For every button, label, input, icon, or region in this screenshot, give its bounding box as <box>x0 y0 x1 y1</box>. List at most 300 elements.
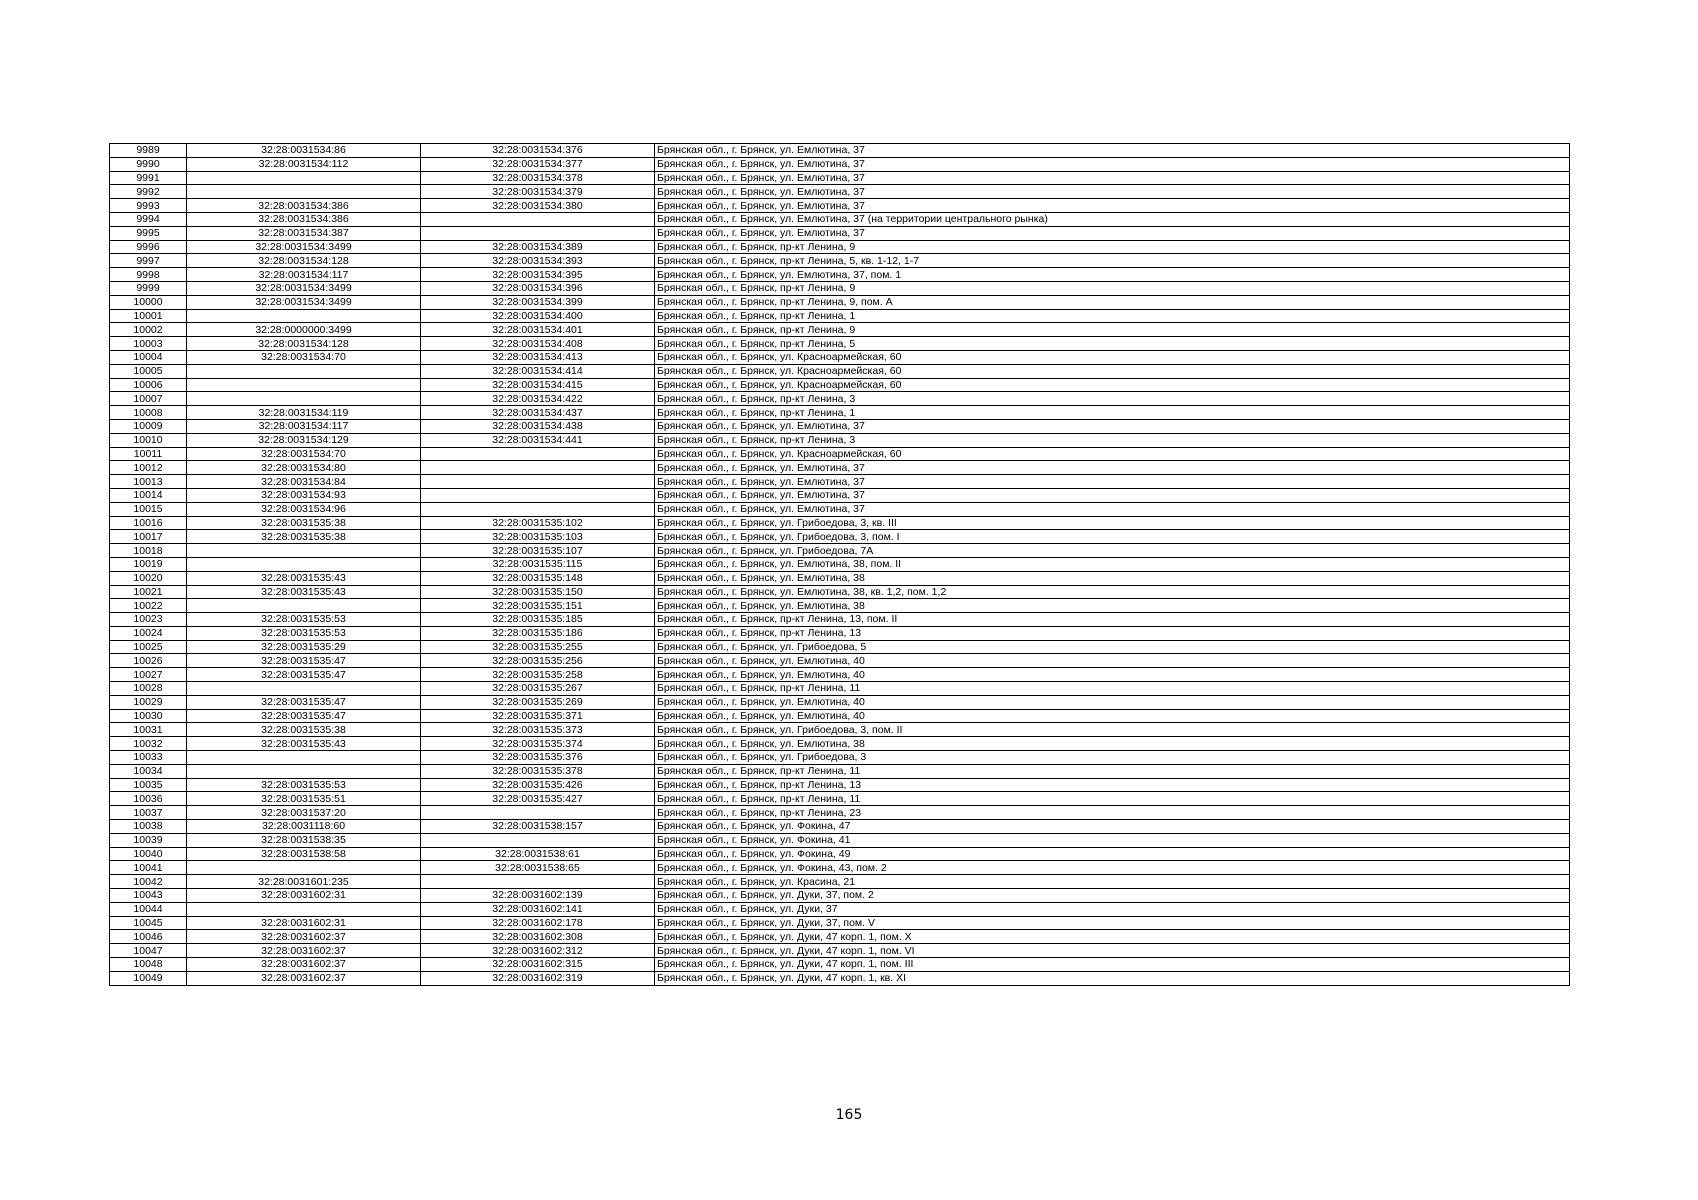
cadastral-number-object-cell: 32:28:0031602:139 <box>421 889 655 903</box>
cadastral-number-object-cell: 32:28:0031535:376 <box>421 751 655 765</box>
cadastral-number-parent-cell <box>187 682 421 696</box>
address-cell: Брянская обл., г. Брянск, ул. Емлютина, 37 <box>655 461 1570 475</box>
address-cell: Брянская обл., г. Брянск, ул. Емлютина, 38 <box>655 571 1570 585</box>
cadastral-number-object-cell: 32:28:0031534:379 <box>421 185 655 199</box>
row-number-cell: 10017 <box>110 530 187 544</box>
cadastral-number-parent-cell: 32:28:0031535:38 <box>187 530 421 544</box>
cadastral-number-object-cell: 32:28:0031535:151 <box>421 599 655 613</box>
cadastral-number-parent-cell: 32:28:0031535:43 <box>187 585 421 599</box>
cadastral-number-object-cell: 32:28:0031535:107 <box>421 544 655 558</box>
cadastral-number-parent-cell: 32:28:0031537:20 <box>187 806 421 820</box>
row-number-cell: 10037 <box>110 806 187 820</box>
address-cell: Брянская обл., г. Брянск, ул. Емлютина, 37 <box>655 185 1570 199</box>
cadastral-number-object-cell: 32:28:0031534:377 <box>421 157 655 171</box>
table-row <box>110 378 1570 392</box>
row-number-cell: 10045 <box>110 916 187 930</box>
cadastral-number-object-cell <box>421 833 655 847</box>
cadastral-number-parent-cell <box>187 171 421 185</box>
address-cell: Брянская обл., г. Брянск, ул. Емлютина, 38, пом. II <box>655 557 1570 571</box>
cadastral-number-object-cell: 32:28:0031535:255 <box>421 640 655 654</box>
cadastral-number-parent-cell <box>187 599 421 613</box>
row-number-cell: 10034 <box>110 764 187 778</box>
cadastral-number-parent-cell: 32:28:0031534:128 <box>187 337 421 351</box>
row-number-cell: 10039 <box>110 833 187 847</box>
row-number-cell: 10022 <box>110 599 187 613</box>
cadastral-number-object-cell: 32:28:0031602:178 <box>421 916 655 930</box>
row-number-cell: 10041 <box>110 861 187 875</box>
row-number-cell: 10001 <box>110 309 187 323</box>
cadastral-number-object-cell: 32:28:0031538:61 <box>421 847 655 861</box>
address-cell: Брянская обл., г. Брянск, ул. Грибоедова, 3, пом. II <box>655 723 1570 737</box>
row-number-cell: 9989 <box>110 144 187 158</box>
cadastral-number-object-cell: 32:28:0031602:141 <box>421 902 655 916</box>
cadastral-number-object-cell: 32:28:0031534:438 <box>421 419 655 433</box>
address-cell: Брянская обл., г. Брянск, пр-кт Ленина, 13 <box>655 778 1570 792</box>
cadastral-number-parent-cell: 32:28:0031534:117 <box>187 268 421 282</box>
row-number-cell: 9992 <box>110 185 187 199</box>
cadastral-number-parent-cell: 32:28:0031534:119 <box>187 406 421 420</box>
cadastral-number-object-cell: 32:28:0031534:399 <box>421 295 655 309</box>
address-cell: Брянская обл., г. Брянск, ул. Грибоедова, 3, пом. I <box>655 530 1570 544</box>
table-row <box>110 281 1570 295</box>
row-number-cell: 10028 <box>110 682 187 696</box>
cadastral-number-object-cell <box>421 461 655 475</box>
row-number-cell: 9998 <box>110 268 187 282</box>
table-row <box>110 682 1570 696</box>
address-cell: Брянская обл., г. Брянск, пр-кт Ленина, 1 <box>655 309 1570 323</box>
cadastral-number-object-cell: 32:28:0031535:374 <box>421 737 655 751</box>
table-row <box>110 406 1570 420</box>
address-cell: Брянская обл., г. Брянск, ул. Емлютина, 37 <box>655 144 1570 158</box>
cadastral-number-object-cell: 32:28:0031534:396 <box>421 281 655 295</box>
row-number-cell: 10020 <box>110 571 187 585</box>
cadastral-number-object-cell: 32:28:0031535:256 <box>421 654 655 668</box>
cadastral-number-object-cell: 32:28:0031535:186 <box>421 626 655 640</box>
row-number-cell: 10014 <box>110 488 187 502</box>
address-cell: Брянская обл., г. Брянск, ул. Емлютина, 38, кв. 1,2, пом. 1,2 <box>655 585 1570 599</box>
row-number-cell: 9997 <box>110 254 187 268</box>
table-row <box>110 958 1570 972</box>
table-row <box>110 323 1570 337</box>
address-cell: Брянская обл., г. Брянск, пр-кт Ленина, 13, пом. II <box>655 613 1570 627</box>
table-row <box>110 599 1570 613</box>
row-number-cell: 10006 <box>110 378 187 392</box>
row-number-cell: 10032 <box>110 737 187 751</box>
registry-table-body <box>110 144 1570 986</box>
cadastral-number-object-cell: 32:28:0031534:378 <box>421 171 655 185</box>
row-number-cell: 10033 <box>110 751 187 765</box>
address-cell: Брянская обл., г. Брянск, ул. Емлютина, 40 <box>655 654 1570 668</box>
table-row <box>110 295 1570 309</box>
row-number-cell: 10007 <box>110 392 187 406</box>
cadastral-number-object-cell: 32:28:0031534:413 <box>421 350 655 364</box>
table-row <box>110 861 1570 875</box>
address-cell: Брянская обл., г. Брянск, ул. Красина, 21 <box>655 875 1570 889</box>
cadastral-number-parent-cell: 32:28:0031535:53 <box>187 626 421 640</box>
row-number-cell: 9999 <box>110 281 187 295</box>
cadastral-number-object-cell: 32:28:0031534:376 <box>421 144 655 158</box>
table-row <box>110 654 1570 668</box>
cadastral-number-object-cell: 32:28:0031534:415 <box>421 378 655 392</box>
table-row <box>110 337 1570 351</box>
cadastral-number-parent-cell: 32:28:0031538:35 <box>187 833 421 847</box>
row-number-cell: 10004 <box>110 350 187 364</box>
cadastral-number-object-cell: 32:28:0031534:400 <box>421 309 655 323</box>
cadastral-number-parent-cell <box>187 902 421 916</box>
address-cell: Брянская обл., г. Брянск, ул. Емлютина, 37 <box>655 171 1570 185</box>
cadastral-number-object-cell: 32:28:0031534:380 <box>421 199 655 213</box>
cadastral-number-parent-cell: 32:28:0031534:84 <box>187 475 421 489</box>
table-row <box>110 240 1570 254</box>
address-cell: Брянская обл., г. Брянск, ул. Емлютина, 40 <box>655 695 1570 709</box>
cadastral-number-parent-cell: 32:28:0031534:128 <box>187 254 421 268</box>
cadastral-number-object-cell <box>421 488 655 502</box>
table-row <box>110 709 1570 723</box>
cadastral-number-object-cell: 32:28:0031602:308 <box>421 930 655 944</box>
table-row <box>110 902 1570 916</box>
cadastral-number-object-cell: 32:28:0031534:437 <box>421 406 655 420</box>
row-number-cell: 10036 <box>110 792 187 806</box>
table-row <box>110 613 1570 627</box>
cadastral-number-object-cell: 32:28:0031535:258 <box>421 668 655 682</box>
table-row <box>110 254 1570 268</box>
cadastral-number-object-cell: 32:28:0031534:422 <box>421 392 655 406</box>
table-row <box>110 737 1570 751</box>
row-number-cell: 10035 <box>110 778 187 792</box>
cadastral-number-parent-cell <box>187 392 421 406</box>
row-number-cell: 10044 <box>110 902 187 916</box>
address-cell: Брянская обл., г. Брянск, ул. Красноармейская, 60 <box>655 447 1570 461</box>
table-row <box>110 833 1570 847</box>
table-row <box>110 585 1570 599</box>
table-row <box>110 820 1570 834</box>
cadastral-number-parent-cell: 32:28:0031535:47 <box>187 654 421 668</box>
cadastral-number-object-cell: 32:28:0031538:157 <box>421 820 655 834</box>
address-cell: Брянская обл., г. Брянск, ул. Емлютина, 37 (на территории центрального рынка) <box>655 212 1570 226</box>
cadastral-number-parent-cell <box>187 751 421 765</box>
row-number-cell: 10015 <box>110 502 187 516</box>
cadastral-number-parent-cell: 32:28:0031602:37 <box>187 930 421 944</box>
address-cell: Брянская обл., г. Брянск, ул. Грибоедова, 7А <box>655 544 1570 558</box>
cadastral-number-parent-cell: 32:28:0031601:235 <box>187 875 421 889</box>
cadastral-number-parent-cell <box>187 185 421 199</box>
cadastral-number-parent-cell: 32:28:0031602:31 <box>187 889 421 903</box>
cadastral-number-object-cell: 32:28:0031534:393 <box>421 254 655 268</box>
row-number-cell: 10009 <box>110 419 187 433</box>
cadastral-number-parent-cell: 32:28:0031534:3499 <box>187 240 421 254</box>
table-row <box>110 461 1570 475</box>
cadastral-number-parent-cell: 32:28:0031535:43 <box>187 737 421 751</box>
address-cell: Брянская обл., г. Брянск, ул. Емлютина, 38 <box>655 737 1570 751</box>
cadastral-number-object-cell: 32:28:0031602:319 <box>421 971 655 985</box>
cadastral-number-parent-cell <box>187 544 421 558</box>
cadastral-number-parent-cell: 32:28:0031534:386 <box>187 212 421 226</box>
cadastral-number-parent-cell: 32:28:0031534:386 <box>187 199 421 213</box>
table-row <box>110 944 1570 958</box>
table-row <box>110 792 1570 806</box>
registry-table <box>109 143 1570 986</box>
cadastral-number-object-cell: 32:28:0031535:371 <box>421 709 655 723</box>
address-cell: Брянская обл., г. Брянск, ул. Емлютина, 37 <box>655 226 1570 240</box>
address-cell: Брянская обл., г. Брянск, ул. Дуки, 47 корп. 1, кв. XI <box>655 971 1570 985</box>
address-cell: Брянская обл., г. Брянск, ул. Дуки, 47 корп. 1, пом. III <box>655 958 1570 972</box>
table-row <box>110 889 1570 903</box>
address-cell: Брянская обл., г. Брянск, ул. Емлютина, 37 <box>655 502 1570 516</box>
cadastral-number-parent-cell: 32:28:0000000:3499 <box>187 323 421 337</box>
address-cell: Брянская обл., г. Брянск, ул. Дуки, 37, пом. V <box>655 916 1570 930</box>
cadastral-number-parent-cell: 32:28:0031535:47 <box>187 668 421 682</box>
cadastral-number-object-cell: 32:28:0031535:103 <box>421 530 655 544</box>
table-row <box>110 475 1570 489</box>
cadastral-number-object-cell: 32:28:0031535:148 <box>421 571 655 585</box>
row-number-cell: 10003 <box>110 337 187 351</box>
table-row <box>110 309 1570 323</box>
cadastral-number-object-cell <box>421 212 655 226</box>
cadastral-number-object-cell <box>421 475 655 489</box>
row-number-cell: 10046 <box>110 930 187 944</box>
row-number-cell: 10010 <box>110 433 187 447</box>
cadastral-number-parent-cell: 32:28:0031534:129 <box>187 433 421 447</box>
cadastral-number-parent-cell <box>187 557 421 571</box>
row-number-cell: 10012 <box>110 461 187 475</box>
table-row <box>110 226 1570 240</box>
row-number-cell: 10016 <box>110 516 187 530</box>
cadastral-number-parent-cell: 32:28:0031534:80 <box>187 461 421 475</box>
address-cell: Брянская обл., г. Брянск, пр-кт Ленина, 5 <box>655 337 1570 351</box>
row-number-cell: 10030 <box>110 709 187 723</box>
cadastral-number-parent-cell: 32:28:0031602:31 <box>187 916 421 930</box>
cadastral-number-parent-cell: 32:28:0031535:47 <box>187 695 421 709</box>
row-number-cell: 9995 <box>110 226 187 240</box>
row-number-cell: 10025 <box>110 640 187 654</box>
cadastral-number-parent-cell: 32:28:0031535:38 <box>187 516 421 530</box>
cadastral-number-object-cell: 32:28:0031602:315 <box>421 958 655 972</box>
row-number-cell: 10047 <box>110 944 187 958</box>
table-row <box>110 516 1570 530</box>
table-row <box>110 668 1570 682</box>
row-number-cell: 10031 <box>110 723 187 737</box>
row-number-cell: 10027 <box>110 668 187 682</box>
cadastral-number-parent-cell: 32:28:0031534:93 <box>187 488 421 502</box>
cadastral-number-parent-cell: 32:28:0031602:37 <box>187 958 421 972</box>
cadastral-number-parent-cell: 32:28:0031535:43 <box>187 571 421 585</box>
address-cell: Брянская обл., г. Брянск, ул. Фокина, 41 <box>655 833 1570 847</box>
cadastral-number-parent-cell: 32:28:0031534:117 <box>187 419 421 433</box>
table-row <box>110 930 1570 944</box>
table-row <box>110 764 1570 778</box>
row-number-cell: 10013 <box>110 475 187 489</box>
address-cell: Брянская обл., г. Брянск, пр-кт Ленина, 3 <box>655 392 1570 406</box>
table-row <box>110 778 1570 792</box>
address-cell: Брянская обл., г. Брянск, пр-кт Ленина, 9 <box>655 323 1570 337</box>
cadastral-number-parent-cell: 32:28:0031534:3499 <box>187 281 421 295</box>
cadastral-number-parent-cell: 32:28:0031534:86 <box>187 144 421 158</box>
table-row <box>110 751 1570 765</box>
cadastral-number-object-cell: 32:28:0031534:441 <box>421 433 655 447</box>
cadastral-number-object-cell: 32:28:0031535:102 <box>421 516 655 530</box>
address-cell: Брянская обл., г. Брянск, ул. Фокина, 43, пом. 2 <box>655 861 1570 875</box>
table-row <box>110 171 1570 185</box>
cadastral-number-parent-cell: 32:28:0031535:47 <box>187 709 421 723</box>
row-number-cell: 10038 <box>110 820 187 834</box>
row-number-cell: 10011 <box>110 447 187 461</box>
cadastral-number-parent-cell: 32:28:0031535:53 <box>187 613 421 627</box>
address-cell: Брянская обл., г. Брянск, ул. Фокина, 49 <box>655 847 1570 861</box>
table-row <box>110 806 1570 820</box>
address-cell: Брянская обл., г. Брянск, ул. Емлютина, 37 <box>655 419 1570 433</box>
cadastral-number-object-cell: 32:28:0031535:115 <box>421 557 655 571</box>
cadastral-number-object-cell: 32:28:0031534:389 <box>421 240 655 254</box>
row-number-cell: 10042 <box>110 875 187 889</box>
row-number-cell: 10040 <box>110 847 187 861</box>
cadastral-number-parent-cell <box>187 309 421 323</box>
cadastral-number-object-cell: 32:28:0031534:401 <box>421 323 655 337</box>
table-row <box>110 268 1570 282</box>
cadastral-number-parent-cell: 32:28:0031602:37 <box>187 971 421 985</box>
cadastral-number-object-cell: 32:28:0031535:426 <box>421 778 655 792</box>
address-cell: Брянская обл., г. Брянск, ул. Емлютина, 40 <box>655 668 1570 682</box>
address-cell: Брянская обл., г. Брянск, ул. Дуки, 47 корп. 1, пом. X <box>655 930 1570 944</box>
cadastral-number-parent-cell: 32:28:0031535:51 <box>187 792 421 806</box>
row-number-cell: 10023 <box>110 613 187 627</box>
address-cell: Брянская обл., г. Брянск, пр-кт Ленина, 5, кв. 1-12, 1-7 <box>655 254 1570 268</box>
address-cell: Брянская обл., г. Брянск, ул. Дуки, 37 <box>655 902 1570 916</box>
cadastral-number-object-cell <box>421 875 655 889</box>
cadastral-number-object-cell: 32:28:0031534:395 <box>421 268 655 282</box>
table-row <box>110 364 1570 378</box>
address-cell: Брянская обл., г. Брянск, пр-кт Ленина, 13 <box>655 626 1570 640</box>
cadastral-number-object-cell: 32:28:0031535:378 <box>421 764 655 778</box>
address-cell: Брянская обл., г. Брянск, ул. Емлютина, 37, пом. 1 <box>655 268 1570 282</box>
cadastral-number-parent-cell: 32:28:0031535:29 <box>187 640 421 654</box>
address-cell: Брянская обл., г. Брянск, ул. Емлютина, 37 <box>655 488 1570 502</box>
table-row <box>110 185 1570 199</box>
cadastral-number-object-cell: 32:28:0031534:414 <box>421 364 655 378</box>
address-cell: Брянская обл., г. Брянск, ул. Фокина, 47 <box>655 820 1570 834</box>
address-cell: Брянская обл., г. Брянск, ул. Дуки, 47 корп. 1, пом. VI <box>655 944 1570 958</box>
cadastral-number-parent-cell: 32:28:0031534:70 <box>187 350 421 364</box>
cadastral-number-object-cell: 32:28:0031534:408 <box>421 337 655 351</box>
table-row <box>110 199 1570 213</box>
address-cell: Брянская обл., г. Брянск, ул. Емлютина, 37 <box>655 475 1570 489</box>
address-cell: Брянская обл., г. Брянск, пр-кт Ленина, 23 <box>655 806 1570 820</box>
cadastral-number-object-cell: 32:28:0031535:150 <box>421 585 655 599</box>
table-row <box>110 157 1570 171</box>
address-cell: Брянская обл., г. Брянск, пр-кт Ленина, 11 <box>655 764 1570 778</box>
table-row <box>110 488 1570 502</box>
address-cell: Брянская обл., г. Брянск, ул. Емлютина, 38 <box>655 599 1570 613</box>
cadastral-number-parent-cell: 32:28:0031534:112 <box>187 157 421 171</box>
cadastral-number-object-cell <box>421 806 655 820</box>
row-number-cell: 9996 <box>110 240 187 254</box>
cadastral-number-object-cell: 32:28:0031535:269 <box>421 695 655 709</box>
address-cell: Брянская обл., г. Брянск, ул. Емлютина, 37 <box>655 157 1570 171</box>
row-number-cell: 10043 <box>110 889 187 903</box>
table-row <box>110 433 1570 447</box>
address-cell: Брянская обл., г. Брянск, ул. Красноармейская, 60 <box>655 364 1570 378</box>
row-number-cell: 9994 <box>110 212 187 226</box>
row-number-cell: 10048 <box>110 958 187 972</box>
cadastral-number-parent-cell: 32:28:0031602:37 <box>187 944 421 958</box>
table-row <box>110 971 1570 985</box>
address-cell: Брянская обл., г. Брянск, пр-кт Ленина, 11 <box>655 682 1570 696</box>
row-number-cell: 10026 <box>110 654 187 668</box>
cadastral-number-parent-cell: 32:28:0031535:38 <box>187 723 421 737</box>
cadastral-number-parent-cell <box>187 764 421 778</box>
cadastral-number-object-cell <box>421 447 655 461</box>
address-cell: Брянская обл., г. Брянск, ул. Красноармейская, 60 <box>655 350 1570 364</box>
table-row <box>110 626 1570 640</box>
row-number-cell: 10024 <box>110 626 187 640</box>
cadastral-number-parent-cell: 32:28:0031534:70 <box>187 447 421 461</box>
cadastral-number-parent-cell <box>187 378 421 392</box>
table-row <box>110 557 1570 571</box>
address-cell: Брянская обл., г. Брянск, пр-кт Ленина, 9 <box>655 281 1570 295</box>
cadastral-number-parent-cell: 32:28:0031534:3499 <box>187 295 421 309</box>
cadastral-number-object-cell: 32:28:0031535:427 <box>421 792 655 806</box>
address-cell: Брянская обл., г. Брянск, пр-кт Ленина, 3 <box>655 433 1570 447</box>
address-cell: Брянская обл., г. Брянск, ул. Емлютина, 40 <box>655 709 1570 723</box>
table-row <box>110 392 1570 406</box>
address-cell: Брянская обл., г. Брянск, ул. Грибоедова, 3 <box>655 751 1570 765</box>
address-cell: Брянская обл., г. Брянск, ул. Красноармейская, 60 <box>655 378 1570 392</box>
address-cell: Брянская обл., г. Брянск, пр-кт Ленина, 9 <box>655 240 1570 254</box>
row-number-cell: 10002 <box>110 323 187 337</box>
row-number-cell: 10019 <box>110 557 187 571</box>
table-row <box>110 723 1570 737</box>
row-number-cell: 9990 <box>110 157 187 171</box>
table-row <box>110 847 1570 861</box>
cadastral-number-parent-cell: 32:28:0031538:58 <box>187 847 421 861</box>
row-number-cell: 10049 <box>110 971 187 985</box>
table-row <box>110 419 1570 433</box>
cadastral-number-object-cell: 32:28:0031535:185 <box>421 613 655 627</box>
address-cell: Брянская обл., г. Брянск, ул. Дуки, 37, пом. 2 <box>655 889 1570 903</box>
address-cell: Брянская обл., г. Брянск, ул. Емлютина, 37 <box>655 199 1570 213</box>
cadastral-number-object-cell: 32:28:0031535:267 <box>421 682 655 696</box>
cadastral-number-object-cell: 32:28:0031602:312 <box>421 944 655 958</box>
cadastral-number-parent-cell: 32:28:0031534:387 <box>187 226 421 240</box>
table-row <box>110 571 1570 585</box>
table-row <box>110 916 1570 930</box>
row-number-cell: 10021 <box>110 585 187 599</box>
address-cell: Брянская обл., г. Брянск, пр-кт Ленина, 1 <box>655 406 1570 420</box>
table-row <box>110 544 1570 558</box>
cadastral-number-object-cell <box>421 502 655 516</box>
table-row <box>110 530 1570 544</box>
row-number-cell: 9993 <box>110 199 187 213</box>
table-row <box>110 502 1570 516</box>
cadastral-number-parent-cell <box>187 364 421 378</box>
row-number-cell: 10000 <box>110 295 187 309</box>
page-number: 165 <box>835 1107 863 1123</box>
table-row <box>110 640 1570 654</box>
cadastral-number-object-cell: 32:28:0031535:373 <box>421 723 655 737</box>
table-row <box>110 144 1570 158</box>
cadastral-number-parent-cell: 32:28:0031534:96 <box>187 502 421 516</box>
address-cell: Брянская обл., г. Брянск, ул. Грибоедова, 3, кв. III <box>655 516 1570 530</box>
cadastral-number-parent-cell <box>187 861 421 875</box>
row-number-cell: 10005 <box>110 364 187 378</box>
table-row <box>110 447 1570 461</box>
cadastral-number-parent-cell: 32:28:0031535:53 <box>187 778 421 792</box>
address-cell: Брянская обл., г. Брянск, ул. Грибоедова, 5 <box>655 640 1570 654</box>
address-cell: Брянская обл., г. Брянск, пр-кт Ленина, 11 <box>655 792 1570 806</box>
address-cell: Брянская обл., г. Брянск, пр-кт Ленина, 9, пом. А <box>655 295 1570 309</box>
row-number-cell: 10029 <box>110 695 187 709</box>
cadastral-number-parent-cell: 32:28:0031118:60 <box>187 820 421 834</box>
cadastral-number-object-cell: 32:28:0031538:65 <box>421 861 655 875</box>
